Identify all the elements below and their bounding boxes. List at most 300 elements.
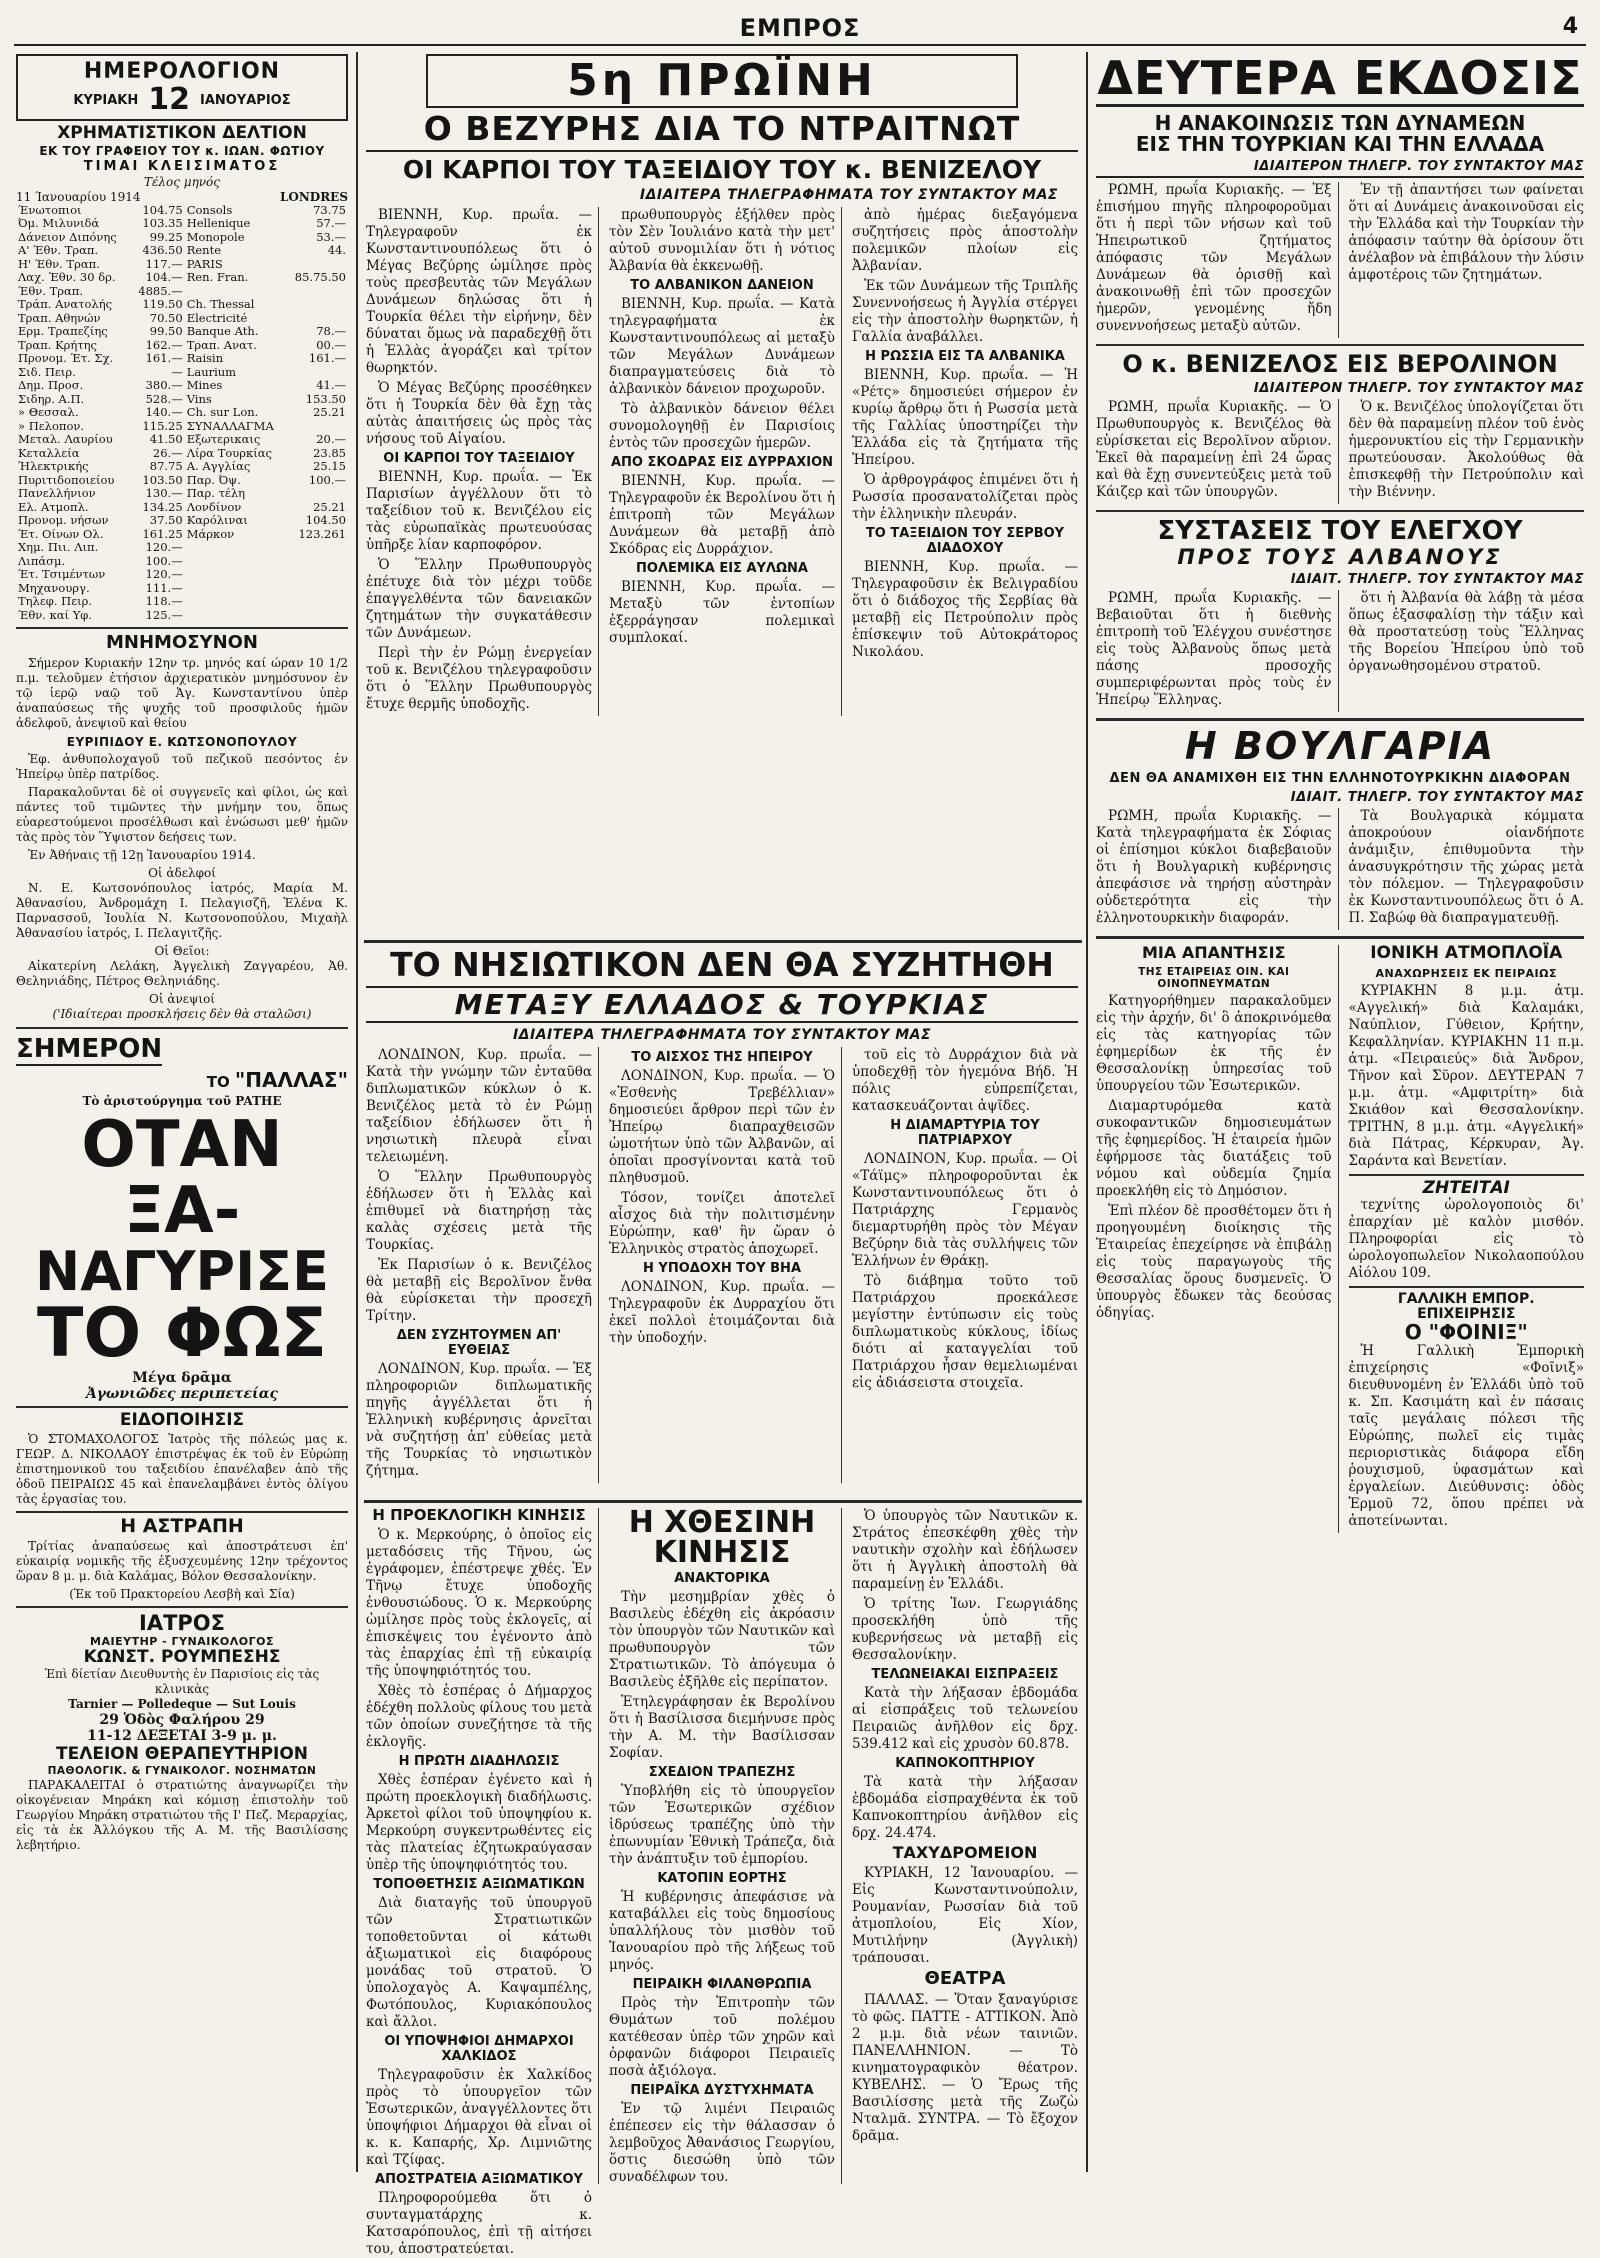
center-top-columns bbox=[366, 207, 1078, 716]
market-price: 99.25 bbox=[149, 229, 183, 244]
market-security: Εξωτερικαις bbox=[186, 432, 261, 447]
article-subhead: ΤΟ ΤΑΞΕΙΔΙΟΝ ΤΟΥ ΣΕΡΒΟΥ ΔΙΑΔΟΧΟΥ bbox=[865, 526, 1065, 557]
doctor-title: ΙΑΤΡΟΣ bbox=[139, 1611, 225, 1636]
article-column bbox=[1349, 182, 1585, 338]
market-security: Σιδηρ. Α.Π. bbox=[18, 391, 85, 406]
market-price bbox=[286, 555, 348, 569]
market-dateline bbox=[16, 190, 348, 204]
market-price: 104.— bbox=[145, 270, 183, 285]
section-rule bbox=[364, 1500, 1082, 1503]
market-price bbox=[286, 568, 348, 582]
article-para: τοῦ εἰς τὸ Δυρράχιον διὰ νὰ ὑποδεχθῇ τὸν ἡγεμόνα Βήδ. Ἡ πόλις εὐπρεπίζεται, κατασκευάζονται ἁψῖδες. bbox=[852, 1047, 1078, 1115]
article-column bbox=[1096, 399, 1339, 504]
article-para: ΒΙΕΝΝΗ, Κυρ. πρωΐα. — Ἐκ Παρισίων ἀγγέλλουν ὅτι τὸ ταξείδιον τοῦ κ. Βενιζέλου εἰς τὰς εὐρωπαϊκὰς πρωτευούσας ὑπῆρξε λίαν καρποφόρον. bbox=[366, 469, 592, 554]
center-top-section bbox=[366, 54, 1078, 936]
memorial-sig-3: Οἱ ἀνεψιοί bbox=[148, 992, 216, 1007]
doctor-hours: 11-12 ΔΕΞΕΤΑΙ 3-9 μ. μ. bbox=[87, 1727, 277, 1744]
albanians-title: ΣΥΣΤΑΣΕΙΣ ΤΟΥ ΕΛΕΓΧΟΥ bbox=[1157, 516, 1523, 547]
market-security: Μεταλ. Λαυρίου bbox=[18, 432, 113, 447]
article-subhead: ΑΝΑΚΤΟΡΙΚΑ bbox=[674, 1571, 770, 1586]
market-row bbox=[16, 325, 348, 339]
article-para: Ἡ κυβέρνησις ἀπεφάσισε νὰ καταβάλλει εἰς τοὺς δημοσίους ὑπαλλήλους τὸν μισθὸν τοῦ Ἰανουαρίου πρὸ τῆς λήξεως τοῦ μηνός. bbox=[609, 1889, 835, 1973]
article-para: ΠΑΛΛΑΣ. — Ὅταν ξαναγύρισε τὸ φῶς. ΠΑΤΤΕ - ΑΤΤΙΚΟΝ. Ἀπὸ 2 μ.μ. διὰ νέων ταινιῶν. ΠΑΝΕΛΛΗΝΙΟΝ. — Τὸ κινηματογραφικὸν θέατρον. ΚΥΒΕΛΗΣ. — Ὁ Ἔρως τῆς Βασιλίσσης μετὰ τῆς Ζωζὼ Νταλμᾶ. ΣΥΝΤΡΑ. — Τὸ ἔξοχον δρᾶμα. bbox=[852, 1991, 1078, 2144]
article-para: ΡΩΜΗ, πρωΐα Κυριακῆς. — Κατὰ τηλεγραφήματα ἐκ Σόφιας οἱ ἐπίσημοι κύκλοι διαβεβαιοῦν ὅτι ἡ Βουλγαρικὴ κυβέρνησις ἀπεφάσισε νὰ τηρήσῃ αὐστηρὰν οὐδετερότητα εἰς τὴν ἑλληνοτουρκικὴν διαφοράν. bbox=[1096, 807, 1332, 926]
memorial-text: Σήμερον Κυριακήν 12ην τρ. μηνός καί ώραν 10 1/2 π.μ. τελοῦμεν ἐτήσιον ἀρχιερατικὸν μνημόσυνον ἐν τῷ ἱερῷ ναῷ τοῦ Ἁγ. Κωνσταντίνου ὑπὲρ ἀναπαύσεως τῆς ψυχῆς τοῦ προσφιλοῦς ἡμῶν ἀδελφοῦ, ἀνεψιοῦ καὶ θείου bbox=[16, 656, 348, 731]
market-price: 25.21 bbox=[313, 499, 346, 514]
market-row bbox=[16, 379, 348, 393]
article-para: Διαμαρτυρόμεθα κατὰ συκοφαντικῶν δημοσιευμάτων τῆς ἐφημερίδος. Ἡ ἑταιρεία ἡμῶν ἐφήρμοσε τὰς διατάξεις τοῦ νόμου καὶ οὐδεμία ζημία προεκλήθη εἰς τὸ Δημόσιον. bbox=[1096, 1097, 1332, 1199]
market-security: Λαχ. Έθν. 30 δρ. bbox=[18, 270, 116, 285]
article-column bbox=[1349, 399, 1585, 504]
market-table bbox=[16, 204, 348, 623]
left-column bbox=[16, 54, 348, 2184]
article-column bbox=[366, 207, 599, 716]
article-subhead: ΤΟ ΑΙΣΧΟΣ ΤΗΣ ΗΠΕΙΡΟΥ bbox=[631, 1050, 813, 1066]
right-powers-columns bbox=[1096, 182, 1584, 338]
article-column bbox=[609, 207, 842, 716]
article-para: Ὁ Ἕλλην Πρωθυπουργὸς ἐδήλωσεν ὅτι ἡ Ἑλλὰς καὶ ἐπιθυμεῖ νὰ διατηρήσῃ τὰς καλὰς σχέσεις μετὰ τῆς Τουρκίας. bbox=[366, 1169, 592, 1254]
article-para: ΛΟΝΔΙΝΟΝ, Κυρ. πρωΐα. — Οἱ «Τάϊμς» πληροφοροῦνται ἐκ Κωνσταντινουπόλεως ὅτι ὁ Πατριάρχης Γερμανὸς διεμαρτυρήθη πρὸς τὸν Μέγαν Βεζύρην διὰ τὰς συλλήψεις τῶν Ἑλλήνων ἐν Θράκῃ. bbox=[852, 1151, 1078, 1270]
market-security: Τηλεφ. Πειρ. bbox=[18, 594, 93, 609]
market-security: Ch. Thessal bbox=[186, 297, 255, 312]
article-subhead: ΠΟΛΕΜΙΚΑ ΕΙΣ ΑΥΛΩΝΑ bbox=[636, 561, 808, 577]
calendar-weekday: ΚΥΡΙΑΚΗ bbox=[73, 92, 139, 108]
market-price: 436.50 bbox=[142, 243, 183, 258]
market-security: Σιδ. Πειρ. bbox=[18, 364, 76, 379]
market-price bbox=[286, 312, 348, 326]
venizelos-columns bbox=[1096, 399, 1584, 504]
article-para: Ὁ ἀρθρογράφος ἐπιμένει ὅτι ἡ Ρωσσία προσανατολίζεται πρὸς τὴν ἑλληνικὴν πλευράν. bbox=[852, 472, 1078, 523]
market-row bbox=[16, 487, 348, 501]
article-para: Περὶ τὴν ἐν Ρώμῃ ἐνεργείαν τοῦ κ. Βενιζέλου τηλεγραφοῦσιν ὅτι ὁ Ἕλλην Πρωθυπουργὸς ἔτυχε θερμῆς ὑποδοχῆς. bbox=[366, 645, 592, 713]
market-price: 37.50 bbox=[149, 513, 183, 528]
article-para: Τόσον, τονίζει ἀποτελεῖ αἶσχος διὰ τὴν πολιτισμένην Εὐρώπην, καθ' ἣν ὥραν ὁ Ἑλληνικὸς στρατὸς ἀποχωρεῖ. bbox=[609, 1190, 835, 1258]
article-subhead: ΟΙ ΚΑΡΠΟΙ ΤΟΥ ΤΑΞΕΙΔΙΟΥ bbox=[383, 451, 575, 467]
article-column bbox=[1349, 590, 1585, 712]
column-rule bbox=[1086, 52, 1088, 2172]
market-security: Χημ. Πιι. Λιπ. bbox=[18, 540, 99, 555]
market-note: Τέλος μηνός bbox=[143, 174, 221, 189]
market-price: 528.— bbox=[145, 391, 183, 406]
market-price: 26.— bbox=[152, 445, 183, 460]
market-price: 104.50 bbox=[305, 513, 346, 528]
market-price: 85.75.50 bbox=[294, 270, 346, 285]
section-rule bbox=[1096, 510, 1584, 512]
theatre-line bbox=[16, 1068, 348, 1092]
market-security: Τραπ. Ανατ. bbox=[186, 337, 257, 352]
article-para: ΒΙΕΝΝΗ, Κυρ. πρωΐα. — Μεταξὺ τῶν ἐντοπίων ἐξερράγησαν πολεμικαὶ συμπλοκαί. bbox=[609, 579, 835, 647]
market-price: 125.— bbox=[145, 607, 183, 622]
yesterday-title: Η ΧΘΕΣΙΝΗ ΚΙΝΗΣΙΣ bbox=[628, 1505, 816, 1570]
market-price: 41.50 bbox=[149, 432, 183, 447]
calendar-box bbox=[16, 54, 348, 121]
doctor-name: ΚΩΝΣΤ. ΡΟΥΜΠΕΣΗΣ bbox=[83, 1647, 281, 1668]
memorial-text-3: Παρακαλοῦνται δὲ οἱ συγγενεῖς καὶ φίλοι, ὡς καὶ πάντες τοῦ τιμῶντες τὴν μνήμην του, ὅπως εὐαρεστούμενοι προσέλθωσι καὶ ἑνώσωσι μεθ' ἡμῶν τὰς πρὸς τὸν Ὕψιστον δεήσεις των. bbox=[16, 785, 348, 845]
market-source: ΕΚ ΤΟΥ ΓΡΑΦΕΙΟΥ ΤΟΥ κ. ΙΩΑΝ. ΦΩΤΙΟΥ bbox=[39, 143, 325, 158]
article-subhead: ΑΠΟΣΤΡΑΤΕΙΑ ΑΞΙΩΜΑΤΙΚΟΥ bbox=[375, 2171, 583, 2187]
market-row bbox=[16, 420, 348, 434]
article-para: Τὰ κατὰ τὴν λήξασαν ἑβδομάδα εἰσπραχθέντα ἐκ τοῦ Καπνοκοπτηρίου ἀνῆλθον εἰς δρχ. 24.474. bbox=[852, 1774, 1078, 1841]
market-price bbox=[286, 541, 348, 555]
article-para: Ὁ τρίτης Ἰων. Γεωργιάδης προσεκλήθη ὑπὸ τῆς κυβερνήσεως νὰ μεταβῇ εἰς Θεσσαλονίκην. bbox=[852, 1596, 1078, 1663]
market-security: Η' Έθν. Τραπ. bbox=[18, 256, 100, 271]
market-price: 25.15 bbox=[313, 459, 346, 474]
theatre-tagline: Τὸ ἀριστούργημα τοῦ PATHE bbox=[82, 1094, 282, 1109]
memorial-sig-4: ('Ιδιαίτεραι προσκλήσεις δὲν θὰ σταλῶσι) bbox=[52, 1007, 312, 1022]
promo-drama-2: Ἀγωνιῶδες περιπετείας bbox=[85, 1386, 279, 1403]
market-security: Electricité bbox=[186, 310, 248, 325]
article-column bbox=[366, 1047, 599, 1483]
article-para: ΡΩΜΗ, πρωΐα Κυριακῆς. — Βεβαιοῦται ὅτι ἡ διεθνὴς ἐπιτροπὴ τοῦ Ἐλέγχου συνέστησε εἰς τοὺς Ἀλβανοὺς ὅπως μετὰ πάσης προσοχῆς συμπεριφέρωνται πρὸς τοὺς ἐν Ἠπείρῳ Ἕλληνας. bbox=[1096, 589, 1332, 708]
article-para: ΒΙΕΝΝΗ, Κυρ. πρωΐα. — Τηλεγραφοῦν ἐκ Βερολίνου ὅτι ἡ ἐπιτροπὴ τῶν Μεγάλων Δυνάμεων θὰ μεταβῇ ἀπὸ Σκόδρας εἰς Δυρράχιον. bbox=[609, 473, 835, 558]
market-security: Πανελλήνιον bbox=[18, 486, 96, 501]
page-number: 4 bbox=[1562, 14, 1578, 39]
yesterday-column bbox=[609, 1505, 842, 2185]
market-price: 53.— bbox=[316, 229, 346, 244]
market-price: — bbox=[171, 364, 183, 379]
article-column bbox=[609, 1047, 842, 1483]
market-row bbox=[16, 406, 348, 420]
article-column bbox=[1349, 808, 1585, 930]
market-security: Προνομ. Έτ. Σχ. bbox=[18, 351, 114, 366]
market-security: Τραπ. Αθηνών bbox=[18, 310, 101, 325]
section-rule bbox=[1096, 936, 1584, 939]
market-price: 117.— bbox=[145, 256, 183, 271]
article-para: Χθὲς τὸ ἑσπέρας ὁ Δήμαρχος ἐδέχθη πολλοὺς φίλους του μετὰ τῶν ὁποίων συνεζήτησε τὰ τῆς ἐκλογῆς. bbox=[366, 1682, 592, 1750]
market-row bbox=[16, 366, 348, 380]
market-security: Mines bbox=[186, 378, 223, 393]
theatres-title: ΘΕΑΤΡΑ bbox=[924, 1967, 1006, 1989]
article-subhead: ΣΧΕΔΙΟΝ ΤΡΑΠΕΖΗΣ bbox=[648, 1765, 796, 1780]
market-security: Έτ. Οίνων Ολ. bbox=[18, 526, 104, 541]
article-subhead: ΤΟΠΟΘΕΤΗΣΙΣ ΑΞΙΩΜΑΤΙΚΩΝ bbox=[373, 1876, 585, 1892]
astrapi-text: Τρίτίας ἀναπαύσεως καὶ ἀποστράτευσι ἐπ' εὐκαιρίᾳ νομικῆς τῆς ἐξυσχευμένης 12ην τρέχοντος ὥραν 8 μ. μ. διὰ Καλάμας, Βόλον Θεσσαλονίκην. bbox=[16, 1539, 348, 1584]
market-security: Έτ. Τσιμέντων bbox=[18, 567, 106, 582]
article-para: ΛΟΝΔΙΝΟΝ, Κυρ. πρωΐα. — Ὁ «Ἐσθενὴς Τρεβέλλιαν» δημοσιεύει ἄρθρον περὶ τῶν ἐν Ἠπείρῳ διαπραχθεισῶν ὠμοτήτων ὑπὸ τῶν Ἀλβανῶν, αἱ ὁποῖαι προσγίνονται κατὰ τοῦ πληθυσμοῦ. bbox=[609, 1068, 835, 1187]
doctor-credentials: Ἐπὶ δίετίαν Διευθυντὴς ἐν Παρισίοις εἰς τὰς κλινικὰς bbox=[44, 1666, 320, 1696]
market-price bbox=[286, 258, 348, 272]
doctor-clinics: Tarnier — Polledeque — Sut Louis bbox=[68, 1696, 296, 1711]
market-security: Όμ. Μιλυνιδά bbox=[18, 216, 100, 231]
article-para: Ἐπὶ πλέον δὲ προσθέτομεν ὅτι ἡ προηγουμένη διοίκησις τῆς Ἑταιρείας ἐπεχείρησε νὰ ἐπιβάλῃ εἰς τοὺς παραγωγοὺς τῆς Θεσσαλίας ὅρους δυσμενεῖς. Ὁ ὑπουργὸς ἔδωκεν τὰς δεούσας ὁδηγίας. bbox=[1096, 1202, 1332, 1321]
article-para: ὅτι ἡ Ἀλβανία θὰ λάβῃ τὰ μέσα ὅπως ἐξασφαλίσῃ τὴν τάξιν καὶ θὰ προστατεύσῃ τοὺς Ἕλληνας τῆς Βορείου Ἠπείρου ὑπὸ τοῦ ὀργανωθησομένου στρατοῦ. bbox=[1348, 589, 1584, 674]
market-security: Λιπάσμ. bbox=[18, 553, 66, 568]
right-telegrams: ΙΔΙΑΙΤΕΡΟΝ ΤΗΛΕΓΡ. ΤΟΥ ΣΥΝΤΑΚΤΟΥ ΜΑΣ bbox=[1096, 159, 1584, 178]
market-security: Rente bbox=[186, 243, 222, 258]
market-price bbox=[286, 609, 348, 623]
memorial-sig-label-2: Οἱ Θεῖοι: bbox=[154, 944, 210, 959]
market-row bbox=[16, 204, 348, 218]
market-security: Πυριτιδοποιείου bbox=[18, 472, 115, 487]
memorial-sig-label: Οἱ ἀδελφοί bbox=[148, 866, 216, 881]
section-rule bbox=[16, 627, 348, 629]
venizelos-telegram: ΙΔΙΑΙΤΕΡΟΝ ΤΗΛΕΓΡ. ΤΟΥ ΣΥΝΤΑΚΤΟΥ ΜΑΣ bbox=[1253, 381, 1584, 397]
market-price: 70.50 bbox=[149, 310, 183, 325]
market-security: Τράπ. Ανατολής bbox=[18, 297, 113, 312]
right-column bbox=[1096, 51, 1584, 2184]
market-price: 162.— bbox=[145, 337, 183, 352]
calendar-title: ΗΜΕΡΟΛΟΓΙΟΝ bbox=[83, 59, 281, 84]
market-row bbox=[16, 474, 348, 488]
misc-column bbox=[852, 1508, 1078, 2184]
main-subheadline: ΟΙ ΚΑΡΠΟΙ ΤΟΥ ΤΑΞΕΙΔΙΟΥ ΤΟΥ κ. ΒΕΝΙΖΕΛΟΥ bbox=[402, 154, 1042, 184]
islands-section bbox=[366, 945, 1078, 1496]
market-price: 87.75 bbox=[149, 459, 183, 474]
market-security: Ερμ. Τραπεζίης bbox=[18, 324, 108, 339]
market-price: 111.— bbox=[145, 580, 183, 595]
memorial-date: Ἐν Ἀθήναις τῇ 12ῃ Ἰανουαρίου 1914. bbox=[28, 848, 256, 863]
market-london: LONDRES bbox=[279, 189, 348, 204]
memorial-sig-2: Αἰκατερίνη Λελάκη, Ἀγγελικὴ Ζαγγαρέου, Ἀθ. Θεληνιάδης, Πέτρος Θεληνιάδης. bbox=[16, 959, 348, 989]
second-edition-banner: ΔΕΥΤΕΡΑ ΕΚΔΟΣΙΣ bbox=[1096, 54, 1584, 107]
therapy-subtitle: ΠΑΘΟΛΟΓΙΚ. & ΓΥΝΑΙΚΟΛΟΓ. ΝΟΣΗΜΑΤΩΝ bbox=[47, 1764, 317, 1777]
market-security: Laurium bbox=[186, 364, 237, 379]
islands-telegrams: ΙΔΙΑΙΤΕΡΑ ΤΗΛΕΓΡΑΦΗΜΑΤΑ ΤΟΥ ΣΥΝΤΑΚΤΟΥ ΜΑΣ bbox=[512, 1027, 932, 1044]
election-column bbox=[366, 1506, 599, 2257]
market-price: 119.50 bbox=[142, 297, 183, 312]
market-security: Banque Ath. bbox=[186, 324, 259, 339]
notices bbox=[16, 1412, 348, 1507]
market-price: 380.— bbox=[145, 378, 183, 393]
reply-sub: ΤΗΣ ΕΤΑΙΡΕΙΑΣ ΟΙΝ. ΚΑΙ ΟΙΝΟΠΝΕΥΜΑΤΩΝ bbox=[1138, 965, 1290, 990]
right-headline-1: Η ΑΝΑΚΟΙΝΩΣΙΣ ΤΩΝ ΔΥΝΑΜΕΩΝ bbox=[1154, 111, 1526, 136]
market-price: 73.75 bbox=[313, 202, 346, 217]
phoenix-text: Ἡ Γαλλικὴ Ἐμπορικὴ ἐπιχείρησις «Φοῖνιξ» διευθυνομένη ἐν Ἑλλάδι ὑπὸ τοῦ κ. Σπ. Κασιμάτη καὶ ἐν πάσαις ταῖς μεγάλαις πόλεσι τῆς Εὐρώπης, πωλεῖ εἰς τιμὰς περιοριστικὰς διάφορα εἴδη ῥουχισμοῦ, ὑφασμάτων καὶ ἐργαλείων. Διεύθυνσις: ὁδὸς Ἑρμοῦ 72, ὅπου πρέπει νὰ ἀποτείνωνται. bbox=[1348, 1342, 1584, 1529]
market-security: PARIS bbox=[186, 256, 223, 271]
article-para: ΒΙΕΝΝΗ, Κυρ. πρωΐα. — Ἡ «Ρέτς» δημοσιεύει σήμερον ἐν κυρίῳ ἄρθρῳ ὅτι ἡ Ρωσσία μετὰ τῆς Γαλλίας ὑποστηρίζει τὴν Ἑλλάδα εἰς τὰ ζητήματα τῆς Ἠπείρου. bbox=[852, 367, 1078, 469]
market-security: Καρόλιναι bbox=[186, 513, 248, 528]
market-security: Α. Αγγλίας bbox=[186, 459, 251, 474]
market-security: Έθν. καί Υφ. bbox=[18, 607, 92, 622]
market-security: Ren. Fran. bbox=[186, 270, 249, 285]
market-security: » Πελοπον. bbox=[18, 418, 85, 433]
article-para: Πρὸς τὴν Ἐπιτροπὴν τῶν Θυμάτων τοῦ πολέμου κατέθεσαν ὑπὲρ τῶν χηρῶν καὶ ὀρφανῶν διάφοροι Πειραιεῖς ποσὰ ἀξιόλογα. bbox=[609, 1995, 835, 2079]
article-para: ΚΥΡΙΑΚΗ, 12 Ἰανουαρίου. — Εἰς Κωνσταντινούπολιν, Ρουμανίαν, Ρωσσίαν διὰ τοῦ ἀτμοπλοίου, Εἰς Χίον, Μυτιλήνην (Ἀγγλικὴ) τράπουσαι. bbox=[852, 1864, 1078, 1966]
calendar-month: ΙΑΝΟΥΑΡΙΟΣ bbox=[200, 92, 291, 108]
astrapi-title: Η ΑΣΤΡΑΠΗ bbox=[120, 1515, 244, 1538]
market-row bbox=[16, 217, 348, 231]
article-subhead: ΚΑΠΝΟΚΟΠΤΗΡΙΟΥ bbox=[895, 1756, 1035, 1771]
market-row bbox=[16, 352, 348, 366]
newspaper-name: ΕΜΠΡΟΣ bbox=[739, 14, 861, 42]
market-security: Έθν. Τραπ. bbox=[18, 283, 83, 298]
article-column bbox=[852, 207, 1078, 716]
telegrams-label: ΙΔΙΑΙΤΕΡΑ ΤΗΛΕΓΡΑΦΗΜΑΤΑ ΤΟΥ ΣΥΝΤΑΚΤΟΥ ΜΑΣ bbox=[639, 187, 1058, 204]
astrapi-note: (Ἐκ τοῦ Πρακτορείου Λεσβὴ καὶ Σία) bbox=[69, 1587, 295, 1602]
market-security: Α' Έθν. Τραπ. bbox=[18, 243, 99, 258]
article-para: Ἐτηλεγράφησαν ἐκ Βερολίνου ὅτι ἡ Βασίλισσα διεμήνυσε πρὸς τὴν Α. Μ. τὴν Βασίλισσαν Σοφίαν. bbox=[609, 1694, 835, 1761]
section-rule bbox=[16, 1027, 348, 1029]
market-price: 104.75 bbox=[142, 202, 183, 217]
market-price: 100.— bbox=[145, 553, 183, 568]
article-para: Ἐκ τῶν Δυνάμεων τῆς Τριπλῆς Συνεννοήσεως ἡ Ἀγγλία στέργει εἰς τὴν ἀποστολὴν θωρηκτῶν, ἡ Γαλλία ἀναβάλλει. bbox=[852, 278, 1078, 346]
market-price: 100.— bbox=[308, 472, 346, 487]
market-title: ΧΡΗΜΑΤΙΣΤΙΚΟΝ ΔΕΛΤΙΟΝ bbox=[57, 123, 307, 144]
market-security: Raisin bbox=[186, 351, 224, 366]
market-row bbox=[16, 271, 348, 285]
market-security: Λονδίνον bbox=[186, 499, 242, 514]
market-price: 118.— bbox=[145, 594, 183, 609]
promo-line-2: ΝΑΓΥΡΙΣΕ bbox=[35, 1239, 329, 1303]
article-para: Χθὲς ἑσπέραν ἐγένετο καὶ ἡ πρώτη προεκλογικὴ διαδήλωσις. Ἀρκετοὶ φίλοι τοῦ ὑποψηφίου κ. Μερκούρη συγκεντρωθέντες εἰς τὰς πλατείας ἐζητωκραύγασαν ὑπὲρ τῆς ὑποψηφιότητός του. bbox=[366, 1771, 592, 1873]
article-column bbox=[1096, 808, 1339, 930]
market-price: 23.85 bbox=[313, 445, 346, 460]
therapy-text: ΠΑΡΑΚΑΛΕΙΤΑΙ ὁ στρατιώτης ἀναγνωρίζει τὴν οἰκογένειαν Μηράκη καὶ κόμισῃ ἐπιστολὴν τοῦ Γεωργίου Μηράκη στρατιώτου τῆς Ι' Πεζ. Μεραρχίας, εἰς τὰ ἐκ Ἀλλόγκου τῆς Α. Μ. τῆς Βασιλίσσης λεβητήριο. bbox=[16, 1777, 348, 1852]
center-bottom-section bbox=[366, 1505, 1078, 2257]
article-para: ΒΙΕΝΝΗ, Κυρ. πρωΐα. — Κατὰ τηλεγραφήματα ἐκ Κωνσταντινουπόλεως αἱ μεταξὺ τῶν Μεγάλων Δυνάμεων διαπραγματεύσεις διὰ τὸ ἀλβανικὸν δάνειον προχωροῦν. bbox=[609, 296, 835, 398]
article-para: Κατηγορήθημεν παρακαλοῦμεν εἰς τὴν ἀρχήν, δι' ὃ ἀποκρινόμεθα εἰς τὰς κατηγορίας τῶν ἐφημερίδων ἐκ τῆς ἐν Θεσσαλονίκῃ ὑπηρεσίας τοῦ ὑπουργείου τῶν Ἐσωτερικῶν. bbox=[1096, 992, 1332, 1094]
reply-column bbox=[1096, 942, 1339, 1533]
therapy-title: ΤΕΛΕΙΟΝ ΘΕΡΑΠΕΥΤΗΡΙΟΝ bbox=[55, 1743, 309, 1764]
article-para: Ὁ κ. Βενιζέλος ὑπολογίζεται ὅτι δὲν θὰ παραμείνῃ πλέον τοῦ ἑνὸς ἡμερονυκτίου εἰς τὴν Γερμανικὴν πρωτεύουσαν. Ἀκολούθως θὰ ἐπισκεφθῇ τὴν Πετρούπολιν καὶ τὴν Βιέννην. bbox=[1348, 399, 1584, 501]
market-security: Τραπ. Κρήτης bbox=[18, 337, 98, 352]
article-subhead: ΔΕΝ ΣΥΖΗΤΟΥΜΕΝ ΑΠ' ΕΥΘΕΙΑΣ bbox=[396, 1328, 562, 1359]
article-para: Ἐν τῇ ἀπαντήσει των φαίνεται ὅτι αἱ Δυνάμεις ἀνακοινοῦσαι εἰς τὴν Ἑλλάδα καὶ τὴν Τουρκίαν τὴν ἀπόφασιν ταύτην θὰ ὁρίσουν ὅτι ἀνέλαβον νὰ ἐπιβάλουν τὴν λύσιν ἀμφοτέροις τῶν ζητημάτων. bbox=[1348, 182, 1584, 284]
market-row bbox=[16, 393, 348, 407]
article-column bbox=[1096, 182, 1339, 338]
right-bottom-columns bbox=[1096, 942, 1584, 1533]
article-para: Ὁ κ. Μερκούρης, ὁ ὁποῖος εἰς μεταδόσεις τῆς Τῆνου, ὡς ἐγράφομεν, ἐπέστρεψε χθές. Ἐν Τῆνῳ ἔτυχε ὑποδοχῆς ἐνθουσιώδους. Ὁ κ. Μερκούρης ὡμίλησε πρὸς τοὺς ἐκλογεῖς, αἱ ἐπισκέψεις του ἐγένοντο ἀπὸ τὰς ἐπαρχίας ἐπὶ τῇ εὐκαιρίᾳ τῆς ὑποψηφιότητός του. bbox=[366, 1526, 592, 1679]
market-row bbox=[16, 433, 348, 447]
market-date: 11 Ίανουαρίου 1914 bbox=[16, 189, 141, 204]
phoenix-title: ΓΑΛΛΙΚΗ ΕΜΠΟΡ. ΕΠΙΧΕΙΡΗΣΙΣ bbox=[1397, 1291, 1535, 1323]
market-row bbox=[16, 258, 348, 272]
market-price: 161.— bbox=[308, 351, 346, 366]
market-price: 134.25 bbox=[142, 499, 183, 514]
market-price: 115.25 bbox=[142, 418, 183, 433]
market-price: 41.— bbox=[316, 378, 346, 393]
article-para: Τὰ Βουλγαρικὰ κόμματα ἀποκρούουν οἱανδήποτε ἀνάμιξιν, ἐπιθυμοῦντα τὴν ἀνασυγκρότησιν τῆς χώρας μετὰ τὸν πόλεμον. — Τηλεγραφοῦσιν ἐκ Κωνσταντινουπόλεως ὅτι ὁ Α. Π. Σαβώφ θὰ διαπραγματευθῇ. bbox=[1348, 807, 1584, 926]
market-security: Vins bbox=[186, 391, 212, 406]
market-price: 153.50 bbox=[305, 391, 346, 406]
reply-title: ΜΙΑ ΑΠΑΝΤΗΣΙΣ bbox=[1142, 942, 1286, 962]
article-subhead: ΤΟ ΑΛΒΑΝΙΚΟΝ ΔΑΝΕΙΟΝ bbox=[630, 278, 814, 294]
edition-label: 5η ΠΡΩΪΝΗ bbox=[567, 55, 877, 106]
market-row bbox=[16, 595, 348, 609]
article-para: Ἐκ Παρισίων ὁ κ. Βενιζέλος θὰ μεταβῇ εἰς Βερολῖνον ἔνθα θὰ εὑρίσκεται τὴν προσεχῆ Τρίτην. bbox=[366, 1257, 592, 1325]
bulgaria-columns bbox=[1096, 808, 1584, 930]
islands-columns bbox=[366, 1047, 1078, 1483]
market-security bbox=[185, 595, 287, 609]
astrapi-notice bbox=[16, 1517, 348, 1602]
market-security: » Θεσσαλ. bbox=[18, 405, 79, 420]
article-subhead: Η ΥΠΟΔΟΧΗ ΤΟΥ ΒΗΑ bbox=[643, 1261, 801, 1277]
article-subhead: ΟΙ ΥΠΟΨΗΦΙΟΙ ΔΗΜΑΡΧΟΙ ΧΑΛΚΙΔΟΣ bbox=[384, 2033, 574, 2064]
market-row bbox=[16, 285, 348, 299]
notices-text: Ὁ ΣΤΟΜΑΧΟΛΟΓΟΣ Ἰατρὸς τῆς πόλεώς μας κ. ΓΕΩΡ. Δ. ΝΙΚΟΛΑΟΥ ἐπιστρέψας ἐκ τοῦ ἐν Εὐρώπῃ ἐπιστημονικοῦ του ταξειδίου ἐπανέλαβεν ἀπὸ τῆς ὁδοῦ ΠΕΙΡΑΙΩΣ 45 καὶ ἐπανελαμβάνει ἐντὸς ὀλίγου τὰς ἐργασίας του. bbox=[16, 1432, 348, 1507]
phoenix-name: Ο "ΦΟΙΝΙΞ" bbox=[1404, 1319, 1528, 1344]
market-price: 57.— bbox=[316, 216, 346, 231]
market-row bbox=[16, 568, 348, 582]
market-security bbox=[185, 541, 287, 555]
albanians-sub: ΠΡΟΣ ΤΟΥΣ ΑΛΒΑΝΟΥΣ bbox=[1177, 544, 1503, 569]
article-para: Τὸ διάβημα τοῦτο τοῦ Πατριάρχου προεκάλεσε μεγίστην ἐντύπωσιν εἰς τοὺς διπλωματικοὺς κύκλους, ἰδίως διότι αἱ καταγγελίαι τοῦ Πατριάρχου ἦσαν θεμελιωμέναι εἰς ἀδιάσειστα στοιχεῖα. bbox=[852, 1273, 1078, 1392]
calendar-day: 12 bbox=[148, 82, 190, 118]
market-security: Παρ. Όψ. bbox=[186, 472, 241, 487]
market-price: 4885.— bbox=[138, 283, 183, 298]
market-subtitle: ΤΙΜΑΙ ΚΛΕΙΣΙΜΑΤΟΣ bbox=[83, 158, 281, 174]
article-para: Τηλεγραφοῦσιν ἐκ Χαλκίδος πρὸς τὸ ὑπουργεῖον τῶν Ἐσωτερικῶν, ἀναγγέλλοντες ὅτι ὑποψήφιοι Δήμαρχοι θὰ εἶναι οἱ κ. κ. Καπαρής, Χρ. Λιμνιῶτης καὶ Τζίφας. bbox=[366, 2066, 592, 2168]
article-para: πρωθυπουργὸς ἐξήλθεν πρὸς τὸν Σὲν Ἰουλιάνο κατὰ τὴν μετ' αὐτοῦ συνομιλίαν ὅτι ἡ νότιος Ἀλβανία θὰ ἐκκενωθῇ. bbox=[609, 207, 835, 275]
bulgaria-telegram: ΙΔΙΑΙΤ. ΤΗΛΕΓΡ. ΤΟΥ ΣΥΝΤΑΚΤΟΥ ΜΑΣ bbox=[1290, 789, 1584, 805]
article-para: ΡΩΜΗ, πρωΐα Κυριακῆς. — Ὁ Πρωθυπουργὸς κ. Βενιζέλος θὰ εὑρίσκεται εἰς Βερολῖνον αὔριον. Ἐκεῖ θὰ παραμείνῃ ἐπὶ 24 ὥρας καὶ θὰ ἔχῃ συνεντεύξεις μετὰ τοῦ Κάιζερ καὶ τῶν ὑπουργῶν. bbox=[1096, 399, 1332, 501]
article-para: ΛΟΝΔΙΝΟΝ, Κυρ. πρωΐα. — Ἐξ πληροφοριῶν διπλωματικῆς πηγῆς ἀγγέλλεται ὅτι ἡ Ἑλληνικὴ κυβέρνησις ἀρνεῖται νὰ συζητήσῃ ἀπ' εὐθείας μετὰ τῆς Τουρκίας τὸ νησιωτικὸν ζήτημα. bbox=[366, 1361, 592, 1480]
market-security: Δάνειον Διπόνης bbox=[18, 229, 117, 244]
islands-headline: ΤΟ ΝΗΣΙΩΤΙΚΟΝ ΔΕΝ ΘΑ ΣΥΖΗΤΗΘΗ bbox=[390, 945, 1054, 984]
article-para: Τὴν μεσημβρίαν χθὲς ὁ Βασιλεὺς ἐδέχθη εἰς ἀκρόασιν τὸν ὑπουργὸν τῶν Ναυτικῶν καὶ πρωθυπουργὸν τῶν Στρατιωτικῶν. Τὸ ἀπόγευμα ὁ Βασιλεὺς ἐξῆλθε εἰς περίπατον. bbox=[609, 1589, 835, 1690]
market-price bbox=[286, 285, 348, 299]
ionian-title: ΙΟΝΙΚΗ ΑΤΜΟΠΛΟΪΑ bbox=[1370, 942, 1563, 963]
right-headline-2: ΕΙΣ ΤΗΝ ΤΟΥΡΚΙΑΝ ΚΑΙ ΤΗΝ ΕΛΛΑΔΑ bbox=[1135, 132, 1545, 157]
calendar-date bbox=[22, 82, 342, 118]
market-price: 78.— bbox=[316, 324, 346, 339]
market-price: 44. bbox=[327, 243, 346, 258]
promo-line-3: ΤΟ ΦΩΣ bbox=[37, 1293, 327, 1373]
article-para: Διὰ διαταγῆς τοῦ ὑπουργοῦ τῶν Στρατιωτικῶν τοποθετοῦνται οἱ κάτωθι ἀξιωματικοὶ εἰς διαφόρους μονάδας τοῦ στρατοῦ. Ὁ ὑπολοχαγὸς Α. Καψαμπέλης, Φωτόπουλος, Κυριακόπουλος καὶ ἄλλοι. bbox=[366, 1894, 592, 2030]
election-title: Η ΠΡΟΕΚΛΟΓΙΚΗ ΚΙΝΗΣΙΣ bbox=[372, 1506, 586, 1524]
article-para: Κατὰ τὴν λήξασαν ἑβδομάδα αἱ εἰσπράξεις τοῦ τελωνείου Πειραιῶς ἀνῆλθον εἰς δρχ. 539.412 καὶ εἰς χρυσὸν 60.878. bbox=[852, 1685, 1078, 1752]
theatre-to: ΤΟ bbox=[206, 1073, 230, 1092]
memorial-text-2: Ἐφ. ἀνθυπολοχαγοῦ τοῦ πεζικοῦ πεσόντος ἐν Ἠπείρῳ ὑπὲρ πατρίδος. bbox=[16, 752, 348, 782]
market-price: 20.— bbox=[316, 432, 346, 447]
albanians-telegram: ΙΔΙΑΙΤ. ΤΗΛΕΓΡ. ΤΟΥ ΣΥΝΤΑΚΤΟΥ ΜΑΣ bbox=[1290, 571, 1584, 587]
article-para: Ὁ Μέγας Βεζύρης προσέθηκεν ὅτι ἡ Τουρκία δὲν θὰ ἔχῃ τὰς αὐτὰς ἀπαιτήσεις ὡς πρὸς τὰς νήσους τοῦ Αἰγαίου. bbox=[366, 380, 592, 448]
market-price bbox=[286, 487, 348, 501]
column-rule bbox=[356, 52, 358, 2172]
market-row bbox=[16, 298, 348, 312]
market-security: Λίρα Τουρκίας bbox=[186, 445, 272, 460]
market-security: Ένωτοπιοι bbox=[18, 202, 82, 217]
market-price bbox=[286, 420, 348, 434]
market-row bbox=[16, 514, 348, 528]
market-price: 161.25 bbox=[142, 526, 183, 541]
market-price: 99.50 bbox=[149, 324, 183, 339]
market-security: Δημ. Προσ. bbox=[18, 378, 84, 393]
article-subhead: ΠΕΙΡΑΪΚΑ ΔΥΣΤΥΧΗΜΑΤΑ bbox=[630, 2083, 814, 2098]
market-security: Ελ. Ατμοπλ. bbox=[18, 499, 89, 514]
bulgaria-title: Η ΒΟΥΛΓΑΡΙΑ bbox=[1184, 723, 1496, 768]
market-security bbox=[185, 285, 287, 299]
market-price: 161.— bbox=[145, 351, 183, 366]
market-security bbox=[185, 582, 287, 596]
post-title: ΤΑΧΥΔΡΟΜΕΙΟΝ bbox=[892, 1843, 1038, 1862]
main-headline: Ο ΒΕΖΥΡΗΣ ΔΙΑ ΤΟ ΝΤΡΑΙΤΝΩΤ bbox=[366, 112, 1078, 152]
ionian-text: ΚΥΡΙΑΚΗΝ 8 μ.μ. ἀτμ. «Αγγελική» διὰ Καλαμάκι, Ναύπλιον, Γύθειον, Κρήτην, Κεφαλληνίαν. ΚΥΡΙΑΚΗΝ 11 π.μ. ἀτμ. «Πειραιεύς» διὰ Ἄνδρον, Τῆνον καὶ Σῦρον. ΔΕΥΤΕΡΑΝ 7 μ.μ. ἀτμ. «Αμφιτρίτη» διὰ Σκιάθον καὶ Θεσσαλονίκην. ΤΡΙΤΗΝ, 8 μ.μ. ἀτμ. «Αγγελική» διὰ Πάτρας, Κέρκυραν, Ἀγ. Σαράντα καὶ Βενετίαν. bbox=[1348, 982, 1584, 1169]
article-subhead: ΠΕΙΡΑΙΚΗ ΦΙΛΑΝΘΡΩΠΙΑ bbox=[632, 1977, 812, 1992]
article-para: ΒΙΕΝΝΗ, Κυρ. πρωΐα. — Τηλεγραφοῦσιν ἐκ Βελιγραδίου ὅτι ὁ διάδοχος τῆς Σερβίας θὰ μεταβῇ εἰς Πετρούπολιν πρὸς ἐπίσκεψιν τοῦ Αὐτοκράτορος Νικολάου. bbox=[852, 559, 1078, 661]
market-security: Κεταλλεία bbox=[18, 445, 80, 460]
memorial-name: ΕΥΡΙΠΙΔΟΥ Ε. ΚΩΤΣΟΝΟΠΟΥΛΟΥ bbox=[66, 735, 298, 750]
market-price: 130.— bbox=[145, 486, 183, 501]
section-rule bbox=[1096, 718, 1584, 721]
venizelos-title: Ο κ. ΒΕΝΙΖΕΛΟΣ ΕΙΣ ΒΕΡΟΛΙΝΟΝ bbox=[1122, 350, 1558, 379]
market-price bbox=[286, 366, 348, 380]
market-row bbox=[16, 541, 348, 555]
article-para: ΛΟΝΔΙΝΟΝ, Κυρ. πρωΐα. — Τηλεγραφοῦν ἐκ Δυρραχίου ὅτι ἐκεῖ πολλοὶ ἑτοιμάζονται διὰ τὴν ὑποδοχήν. bbox=[609, 1279, 835, 1347]
notices-title: ΕΙΔΟΠΟΙΗΣΙΣ bbox=[119, 1410, 245, 1431]
market-security bbox=[185, 555, 287, 569]
market-price bbox=[286, 298, 348, 312]
market-row bbox=[16, 609, 348, 623]
memorial-sig: Ν. Ε. Κωτσονόπουλος ἰατρός, Μαρία Μ. Ἀθανασίου, Ἀνδρομάχη Ι. Πελαγισζῆ, Ἐλένα Κ. Παρνασσοῦ, Ἰουλία Ν. Κωτσονοπούλου, Μιχαὴλ Ἀθανασίου ἰατρός, Ι. Πελαγιτζῆς. bbox=[16, 881, 348, 941]
article-subhead: Η ΔΙΑΜΑΡΤΥΡΙΑ ΤΟΥ ΠΑΤΡΙΑΡΧΟΥ bbox=[890, 1118, 1040, 1149]
market-price: 123.261 bbox=[298, 526, 346, 541]
market-security: Μάρκον bbox=[186, 526, 235, 541]
market-price: 120.— bbox=[145, 540, 183, 555]
memorial-title: ΜΝΗΜΟΣΥΝΟΝ bbox=[105, 632, 258, 654]
ads-column bbox=[1348, 942, 1585, 1533]
market-security: Monopole bbox=[186, 229, 245, 244]
